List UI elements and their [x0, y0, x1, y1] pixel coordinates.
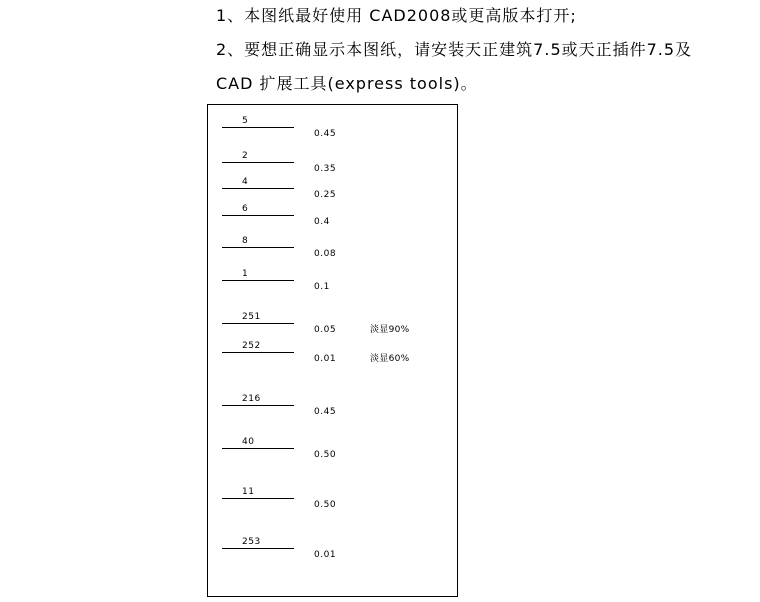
pen-number: 11: [242, 487, 255, 497]
pen-sample-line: [222, 448, 294, 449]
note-line-2: 2、要想正确显示本图纸，请安装天正建筑7.5或天正插件7.5及: [216, 40, 693, 59]
legend-row: [208, 204, 457, 228]
pen-number: 253: [242, 537, 261, 547]
legend-row: [208, 487, 457, 511]
pen-sample-line: [222, 127, 294, 128]
line-weight: 0.01: [314, 354, 337, 364]
line-weight: 0.45: [314, 407, 337, 417]
line-weight: 0.1: [314, 282, 330, 292]
pen-sample-line: [222, 323, 294, 324]
line-weight: 0.01: [314, 550, 337, 560]
pen-legend-table: [207, 104, 458, 597]
pen-number: 4: [242, 177, 249, 187]
pen-number: 1: [242, 269, 249, 279]
pen-sample-line: [222, 215, 294, 216]
line-weight: 0.25: [314, 190, 337, 200]
pen-number: 5: [242, 116, 249, 126]
line-weight: 0.45: [314, 129, 337, 139]
line-weight: 0.50: [314, 500, 337, 510]
line-weight: 0.05: [314, 325, 337, 335]
line-weight: 0.35: [314, 164, 337, 174]
legend-row: [208, 341, 457, 365]
line-weight: 0.50: [314, 450, 337, 460]
pen-sample-line: [222, 352, 294, 353]
note-line-1: 1、本图纸最好使用 CAD2008或更高版本打开;: [216, 6, 577, 25]
screening-note: 淡显90%: [370, 325, 410, 335]
line-weight: 0.08: [314, 249, 337, 259]
pen-sample-line: [222, 280, 294, 281]
legend-row: [208, 437, 457, 461]
note-line-3: CAD 扩展工具(express tools)。: [216, 74, 478, 93]
line-weight: 0.4: [314, 217, 330, 227]
pen-number: 216: [242, 394, 261, 404]
pen-sample-line: [222, 405, 294, 406]
pen-number: 6: [242, 204, 249, 214]
screening-note: 淡显60%: [370, 354, 410, 364]
legend-row: [208, 394, 457, 418]
legend-row: [208, 116, 457, 140]
pen-number: 8: [242, 236, 249, 246]
pen-number: 40: [242, 437, 255, 447]
legend-row: [208, 177, 457, 201]
legend-row: [208, 269, 457, 293]
pen-sample-line: [222, 162, 294, 163]
legend-row: [208, 312, 457, 336]
pen-number: 251: [242, 312, 261, 322]
pen-sample-line: [222, 498, 294, 499]
pen-number: 252: [242, 341, 261, 351]
pen-sample-line: [222, 188, 294, 189]
legend-row: [208, 537, 457, 561]
legend-row: [208, 236, 457, 260]
pen-sample-line: [222, 548, 294, 549]
pen-number: 2: [242, 151, 249, 161]
pen-sample-line: [222, 247, 294, 248]
legend-row: [208, 151, 457, 175]
